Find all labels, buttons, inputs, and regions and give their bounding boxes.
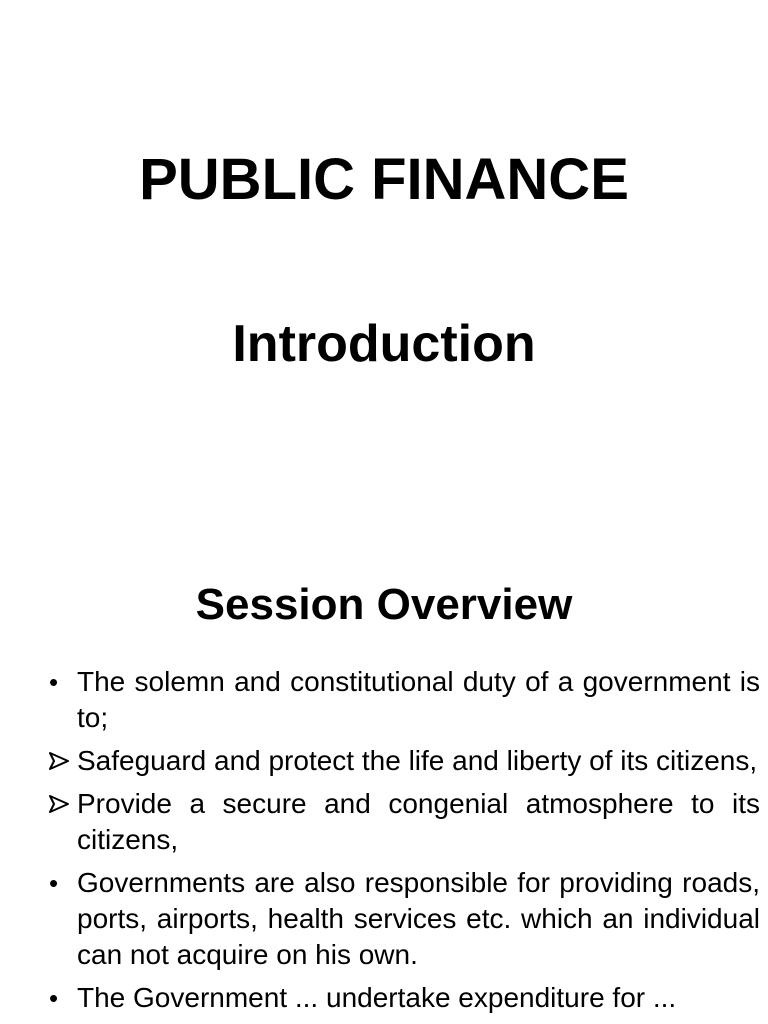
overview-bullet-list — [46, 664, 760, 1023]
bullet-item — [46, 743, 760, 779]
bullet-dot-icon: • — [49, 868, 59, 898]
slide-subtitle: Introduction — [232, 315, 536, 373]
bullet-dot-icon: • — [49, 667, 59, 697]
bullet-text: The Government ... undertake expenditure for ... — [77, 982, 677, 1013]
bullet-item — [46, 786, 760, 858]
bullet-item — [46, 865, 760, 973]
bullet-text: Governments are also responsible for providing roads, ports, airports, health services etc. which an individual can not acquire on his own. — [77, 867, 760, 970]
section-title: Session Overview — [195, 580, 573, 629]
bullet-text: Safeguard and protect the life and liberty of its citizens, — [77, 745, 758, 776]
bullet-dot-icon: • — [49, 983, 59, 1013]
bullet-item — [46, 664, 760, 736]
bullet-item — [46, 980, 760, 1016]
bullet-text: The solemn and constitutional duty of a government is to; — [77, 666, 760, 733]
slide-title: PUBLIC FINANCE — [139, 147, 629, 212]
bullet-text: Provide a secure and congenial atmosphere to its citizens, — [77, 788, 760, 855]
